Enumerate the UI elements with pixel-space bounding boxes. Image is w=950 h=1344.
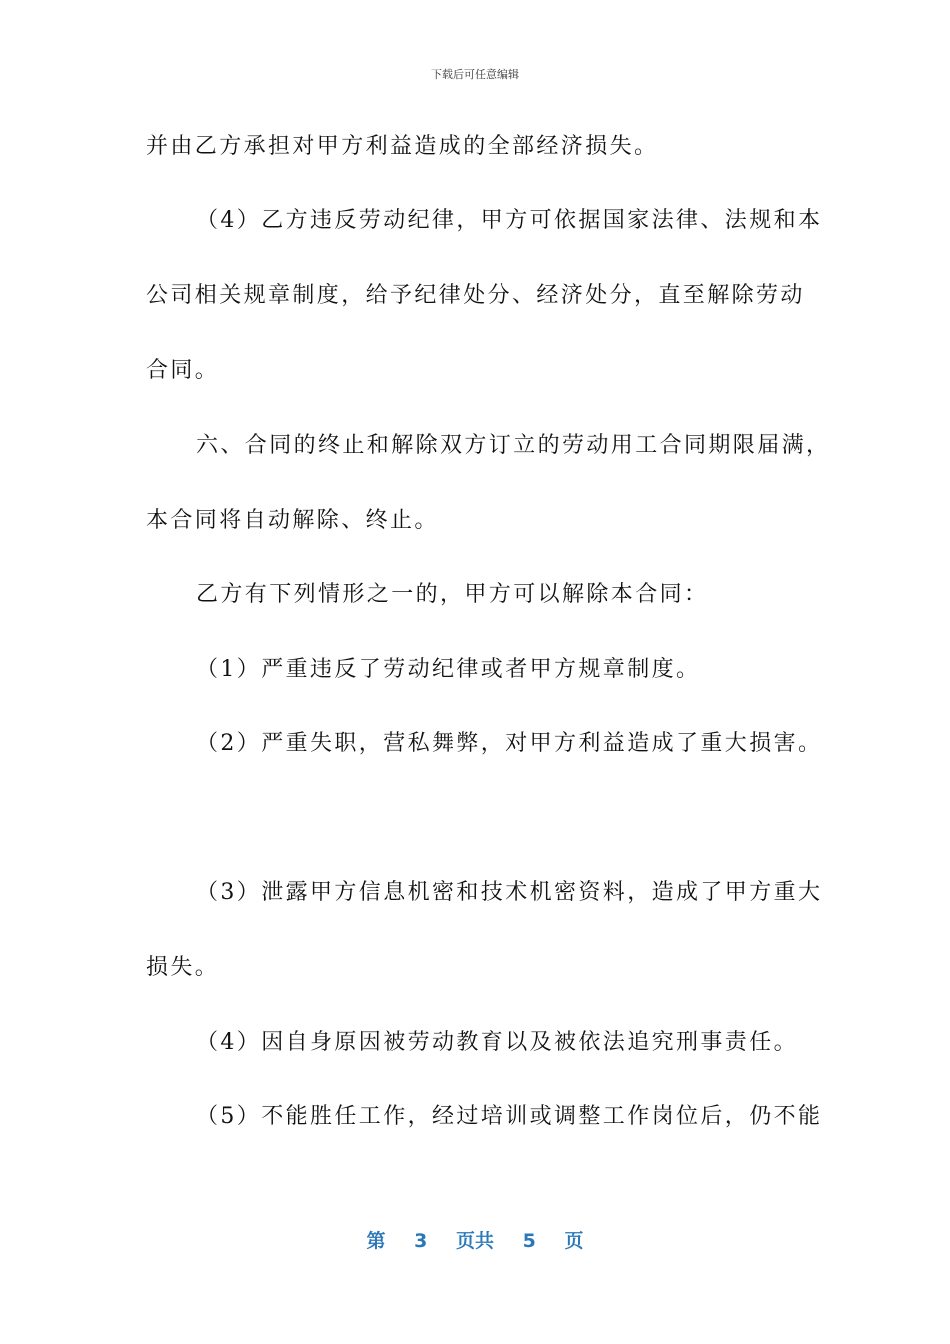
section-heading-line: 六、合同的终止和解除双方订立的劳动用工合同期限届满， [196, 433, 831, 458]
list-item: （1）严重违反了劳动纪律或者甲方规章制度。 [196, 657, 701, 682]
page-footer [0, 1226, 950, 1253]
footer-suffix: 页 [564, 1230, 584, 1252]
list-item: （3）泄露甲方信息机密和技术机密资料，造成了甲方重大 [196, 880, 823, 905]
paragraph-line: 公司相关规章制度，给予纪律处分、经济处分，直至解除劳动 [146, 283, 805, 308]
paragraph-line: 并由乙方承担对甲方利益造成的全部经济损失。 [146, 134, 659, 159]
list-item: （2）严重失职，营私舞弊，对甲方利益造成了重大损害。 [196, 731, 823, 756]
paragraph-line: 本合同将自动解除、终止。 [146, 508, 439, 533]
list-item: （4）因自身原因被劳动教育以及被依法追究刑事责任。 [196, 1030, 798, 1055]
footer-current-page: 3 [414, 1230, 428, 1252]
footer-middle: 页共 [455, 1230, 494, 1252]
list-item: （5）不能胜任工作，经过培训或调整工作岗位后，仍不能 [196, 1104, 823, 1129]
footer-prefix: 第 [366, 1230, 386, 1252]
footer-total-pages: 5 [522, 1230, 536, 1252]
paragraph-line: 损失。 [146, 955, 220, 980]
paragraph-line: 合同。 [146, 358, 220, 383]
paragraph-line: （4）乙方违反劳动纪律，甲方可依据国家法律、法规和本 [196, 208, 823, 233]
page-header-note: 下载后可任意编辑 [431, 68, 519, 81]
paragraph-line: 乙方有下列情形之一的，甲方可以解除本合同： [196, 582, 709, 607]
